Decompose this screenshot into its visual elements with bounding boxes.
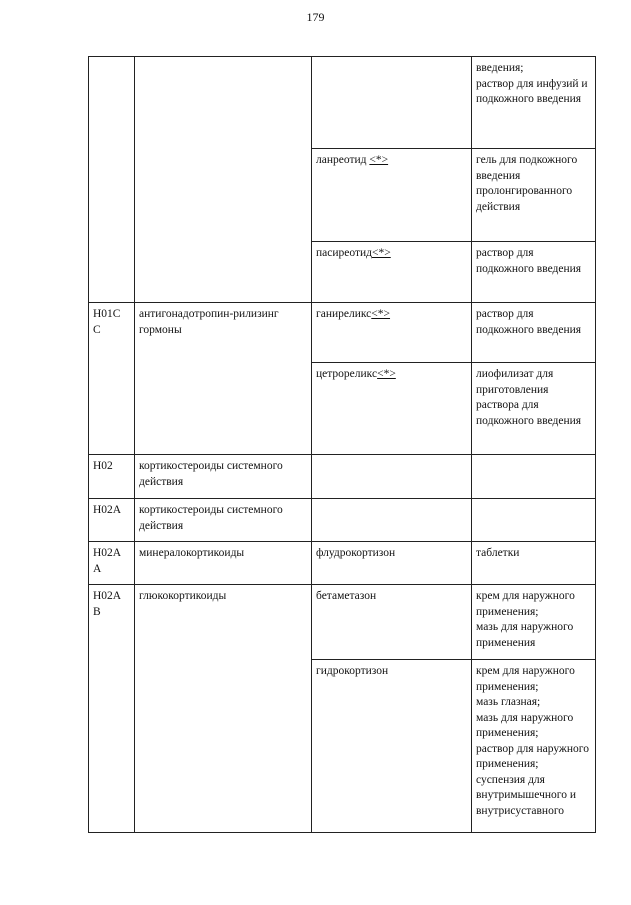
- dosage-form-cell: [472, 660, 596, 833]
- dosage-form: лиофилизат для приготовления раствора для подкожного введения: [476, 368, 582, 427]
- drug-name-cell: [312, 585, 472, 660]
- dosage-form: раствор для инфузий и подкожного введения: [476, 77, 588, 105]
- group-cell: глюкокортикоиды: [135, 585, 312, 833]
- drug-name: цетрореликс: [316, 368, 378, 380]
- page-number: 179: [306, 10, 325, 24]
- drug-name-cell: [312, 542, 472, 585]
- drug-name: флудрокортизон: [316, 547, 396, 559]
- atc-code-cell: H01C C: [89, 303, 135, 455]
- group-cell: антигонадотропин-рилизинг гормоны: [135, 303, 312, 455]
- drug-name-cell: [312, 242, 472, 303]
- drug-name-cell: [312, 363, 472, 455]
- drug-name-cell: [312, 303, 472, 363]
- group-cell: кортикостероиды системного действия: [135, 455, 312, 499]
- drug-name-cell: [312, 455, 472, 499]
- drug-name-cell: [312, 149, 472, 242]
- table-row: [89, 585, 596, 660]
- drug-star-mark: <*>: [377, 368, 396, 380]
- dosage-form: мазь глазная;: [476, 696, 541, 708]
- dosage-form-cell: [472, 149, 596, 242]
- dosage-form-cell: [472, 363, 596, 455]
- dosage-form: раствор для наружного применения;: [476, 742, 589, 770]
- dosage-form-cell: [472, 585, 596, 660]
- group-cell: кортикостероиды системного действия: [135, 499, 312, 542]
- atc-code-cell: H02A A: [89, 542, 135, 585]
- dosage-form: гель для подкожного введения пролонгированного действия: [476, 154, 578, 213]
- dosage-form-cell: [472, 57, 596, 149]
- group-cell: [135, 57, 312, 303]
- drug-name-cell: [312, 660, 472, 833]
- atc-code-cell: H02A: [89, 499, 135, 542]
- dosage-form: мазь для наружного применения: [476, 621, 574, 649]
- table-row: [89, 455, 596, 499]
- drug-name-cell: [312, 57, 472, 149]
- dosage-form: мазь для наружного применения;: [476, 711, 574, 739]
- dosage-form-cell: [472, 542, 596, 585]
- drug-star-mark: <*>: [372, 247, 391, 259]
- drug-name: пасиреотид: [316, 247, 373, 259]
- drug-name: ланреотид: [316, 154, 370, 166]
- atc-code-cell: H02: [89, 455, 135, 499]
- dosage-form-cell: [472, 499, 596, 542]
- drug-name: гидрокортизон: [316, 665, 389, 677]
- atc-code-cell: [89, 57, 135, 303]
- dosage-form-cell: [472, 455, 596, 499]
- dosage-form: крем для наружного применения;: [476, 665, 575, 693]
- dosage-form: раствор для подкожного введения: [476, 247, 582, 275]
- drug-star-mark: <*>: [369, 154, 389, 166]
- dosage-form-cell: [472, 242, 596, 303]
- table-row: [89, 499, 596, 542]
- table-row: [89, 542, 596, 585]
- dosage-form: суспензия для внутримышечного и внутрисуставного: [476, 773, 576, 817]
- group-cell: минералокортикоиды: [135, 542, 312, 585]
- table-row: [89, 303, 596, 363]
- dosage-form-cell: [472, 303, 596, 363]
- drug-name: бетаметазон: [316, 590, 377, 602]
- drug-name-cell: [312, 499, 472, 542]
- drug-table: [88, 56, 596, 833]
- dosage-form: таблетки: [476, 547, 520, 559]
- drug-name: ганиреликс: [316, 308, 372, 320]
- drug-star-mark: <*>: [371, 308, 391, 320]
- atc-code-cell: H02A B: [89, 585, 135, 833]
- table-row: [89, 57, 596, 149]
- dosage-form: введения;: [476, 62, 524, 74]
- dosage-form: крем для наружного применения;: [476, 590, 575, 618]
- dosage-form: раствор для подкожного введения: [476, 308, 582, 336]
